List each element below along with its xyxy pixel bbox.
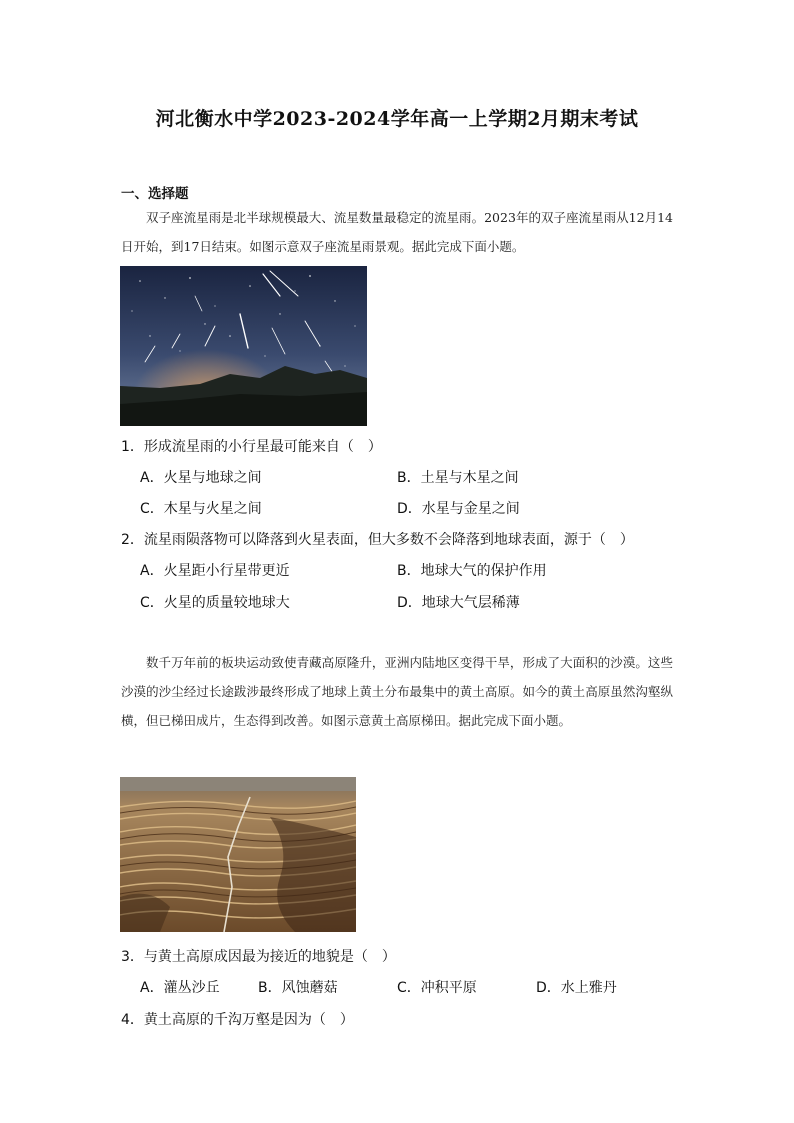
meteor-shower-photo xyxy=(120,266,367,426)
question-2-stem: 2．流星雨陨落物可以降落到火星表面，但大多数不会降落到地球表面，源于（ ） xyxy=(121,532,634,548)
q2-option-c[interactable]: C．火星的质量较地球大 xyxy=(140,595,290,611)
question-3-stem: 3．与黄土高原成因最为接近的地貌是（ ） xyxy=(121,949,396,965)
page-title: 河北衡水中学2023-2024学年高一上学期2月期末考试 xyxy=(155,108,639,130)
passage-meteor: 双子座流星雨是北半球规模最大、流星数量最稳定的流星雨。2023年的双子座流星雨从12月14日开始，到17日结束。如图示意双子座流星雨景观。据此完成下面小题。 xyxy=(121,210,673,254)
question-4-stem: 4．黄土高原的千沟万壑是因为（ ） xyxy=(121,1012,354,1028)
q1-option-d[interactable]: D．水星与金星之间 xyxy=(397,501,520,517)
passage-loess: 数千万年前的板块运动致使青藏高原隆升，亚洲内陆地区变得干旱，形成了大面积的沙漠。这些沙漠的沙尘经过长途跋涉最终形成了地球上黄土分布最集中的黄土高原。如今的黄土高原虽然沟壑纵横，但已梯田成片，生态得到改善。如图示意黄土高原梯田。据此完成下面小题。 xyxy=(121,655,673,728)
q1-option-b[interactable]: B．土星与木星之间 xyxy=(397,470,519,486)
q1-option-a[interactable]: A．火星与地球之间 xyxy=(140,470,262,486)
q3-option-b[interactable]: B．风蚀蘑菇 xyxy=(258,980,338,996)
q2-option-d[interactable]: D．地球大气层稀薄 xyxy=(397,595,520,611)
loess-plateau-terraces-photo xyxy=(120,777,356,932)
section-heading: 一、选择题 xyxy=(121,186,189,202)
q3-option-c[interactable]: C．冲积平原 xyxy=(397,980,477,996)
q2-option-b[interactable]: B．地球大气的保护作用 xyxy=(397,563,547,579)
q1-option-c[interactable]: C．木星与火星之间 xyxy=(140,501,262,517)
question-1-stem: 1．形成流星雨的小行星最可能来自（ ） xyxy=(121,439,382,455)
q2-option-a[interactable]: A．火星距小行星带更近 xyxy=(140,563,290,579)
q3-option-a[interactable]: A．灌丛沙丘 xyxy=(140,980,220,996)
q3-option-d[interactable]: D．水上雅丹 xyxy=(536,980,617,996)
